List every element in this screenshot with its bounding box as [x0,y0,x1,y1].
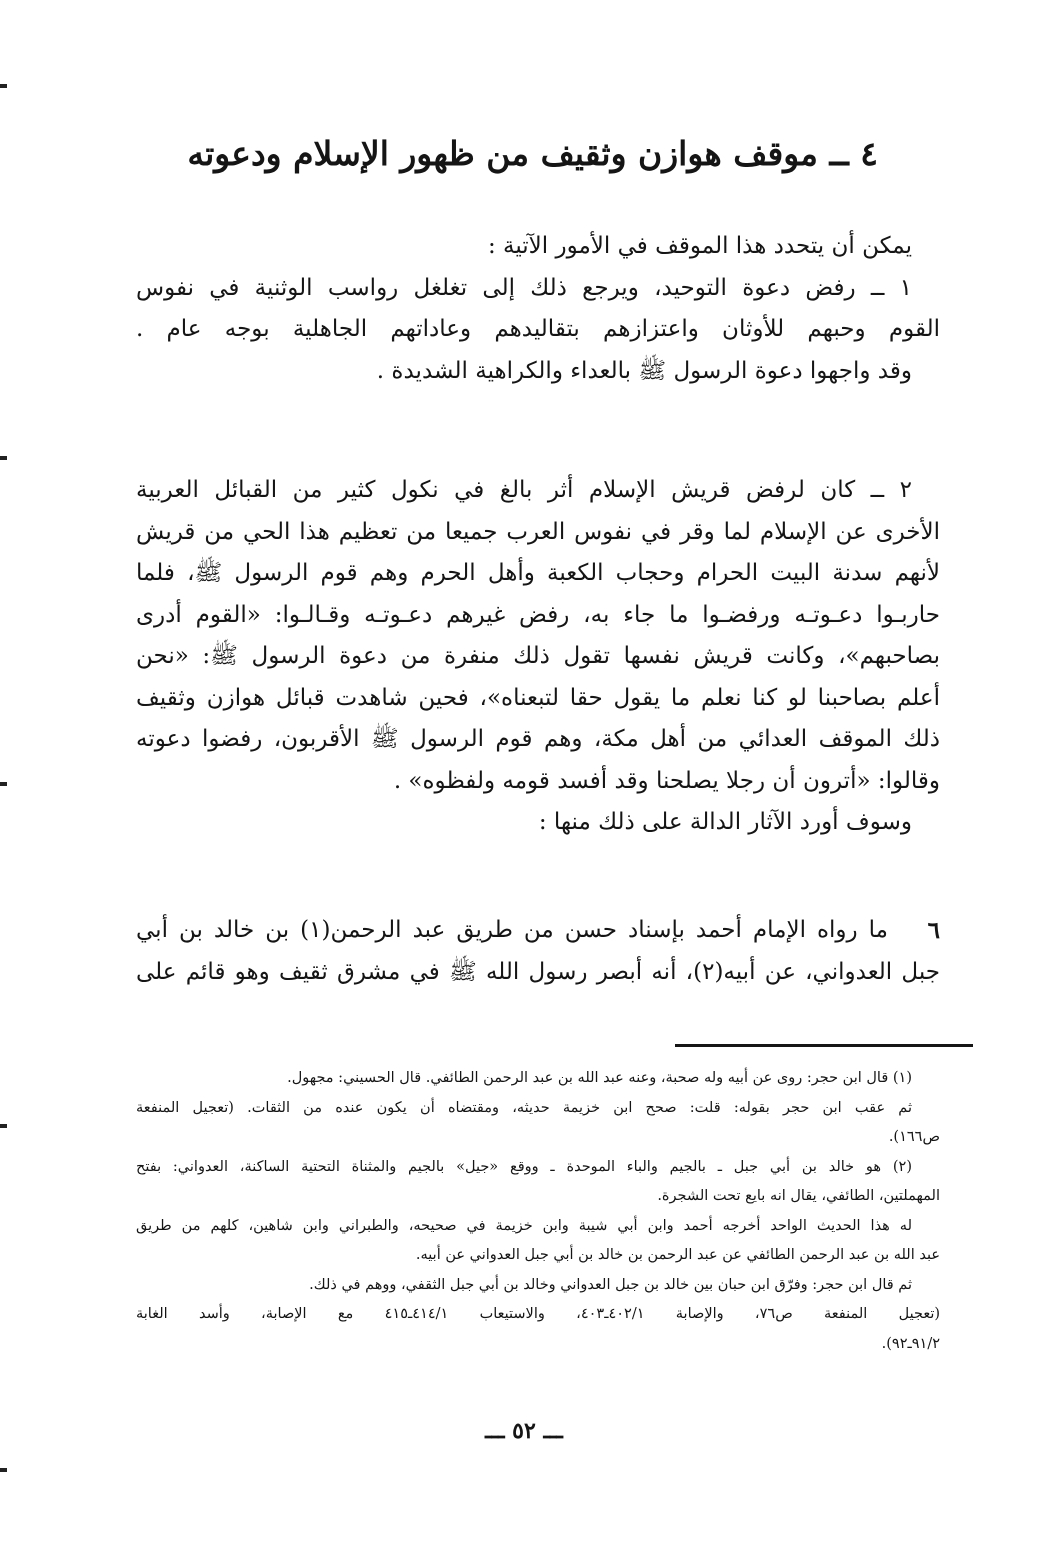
intro-line: يمكن أن يتحدد هذا الموقف في الأمور الآتية : [487,233,912,259]
paragraph-line: وسوف أورد الآثار الدالة على ذلك منها : [538,809,912,835]
paragraph-line: وقالوا: «أترون أن رجلا يصلحنا وقد أفسد قومه ولفظوه» . [393,767,940,794]
footnote-line: (تعجيل المنفعة ص٧٦، والإصابة ٤٠٢/١ـ٤٠٣، والاستيعاب ٤١٤/١ـ٤١٥ مع الإصابة، وأسد الغابة [136,1306,941,1322]
scan-edge-mark [0,1124,7,1128]
footnote-separator [675,1044,973,1047]
paragraph-line: حاربـوا دعـوتـه ورفضـوا ما جاء به، رفض غيرهم دعـوتـه وقـالـوا: «القوم أدرى [136,601,940,628]
section-title: ٤ ــ موقف هوازن وثقيف من ظهور الإسلام ودعوته [187,134,878,173]
footnote-line: ثم قال ابن حجر: وفرّق ابن حبان بين خالد بن جبل العدواني وخالد بن أبي جبل الثقفي، ووهم في ذلك. [309,1276,912,1293]
hadith-line [136,910,940,952]
scan-edge-mark [0,1468,7,1472]
scan-edge-mark [0,456,7,460]
paragraph-line: الأخرى عن الإسلام لما وقر في نفوس العرب جميعا من تعظيم هذا الحي من قريش [136,518,940,545]
footnote-line: ٩١/٢ـ٩٢). [881,1335,940,1352]
paragraph-line: لأنهم سدنة البيت الحرام وحجاب الكعبة وأهل الحرم وهم قوم الرسول ﷺ، فلما [136,560,940,586]
footnote-line: عبد الله بن عبد الرحمن الطائفي عن عبد الرحمن بن خالد بن أبي جبل العدواني عن أبيه. [415,1247,940,1263]
hadith-number: ٦ [927,917,940,944]
paragraph-line: القوم وحبهم للأوثان واعتزازهم بتقاليدهم وعاداتهم الجاهلية بوجه عام . [136,316,940,342]
body-block-2 [136,470,940,844]
footnotes [136,1064,940,1359]
paragraph-line: أعلم بصاحبنا لو كنا نعلم ما يقول حقا لتبعناه»، فحين شاهدت قبائل هوازن وثقيف [136,684,940,711]
paragraph-line: بصاحبهم»، وكانت قريش نفسها تقول ذلك منفرة من دعوة الرسول ﷺ: «نحن [136,643,940,669]
footnote-line: (٢) هو خالد بن أبي جبل ـ بالجيم والباء الموحدة ـ ووقع «جيل» بالجيم والمثناة التحتية الساكنة، العدواني: بفتح [136,1158,912,1175]
paragraph-line: وقد واجهوا دعوة الرسول ﷺ بالعداء والكراهية الشديدة . [376,357,912,384]
paragraph-line: ١ ــ رفض دعوة التوحيد، ويرجع ذلك إلى تغلغل رواسب الوثنية في نفوس [136,274,912,301]
page-number: ـــ ٥٢ ـــ [485,1418,563,1444]
scan-edge-mark [0,782,7,786]
footnote-line: المهملتين، الطائفي، يقال انه بايع تحت الشجرة. [657,1188,940,1204]
scan-edge-mark [0,84,7,88]
footnote-line: له هذا الحديث الواحد أخرجه أحمد وابن أبي شيبة وابن خزيمة في صحيحه، والطبراني وابن شاهين، كلهم من طريق [136,1217,912,1234]
hadith-text: جبل العدواني، عن أبيه(٢)، أنه أبصر رسول الله ﷺ في مشرق ثقيف وهو قائم على [136,958,940,985]
hadith-text: ما رواه الإمام أحمد بإسناد حسن من طريق عبد الرحمن(١) بن خالد بن أبي [136,917,888,943]
footnote-line: ثم عقب ابن حجر بقوله: قلت: صحح ابن خزيمة حديثه، ومقتضاه أن يكون عنده من الثقات. (تعجيل المنفعة [136,1099,912,1116]
footnote-line: ص١٦٦). [888,1129,940,1145]
paragraph-line: ذلك الموقف العدائي من أهل مكة، وهم قوم الرسول ﷺ الأقربون، رفضوا دعوته [136,726,940,752]
paragraph-line: ٢ ــ كان لرفض قريش الإسلام أثر بالغ في نكول كثير من القبائل العربية [136,477,912,503]
hadith-block [136,910,940,993]
body-block-1 [136,226,940,392]
footnote-line: (١) قال ابن حجر: روى عن أبيه وله صحبة، وعنه عبد الله بن عبد الرحمن الطائفي. قال الحسيني: مجهول. [287,1070,912,1086]
